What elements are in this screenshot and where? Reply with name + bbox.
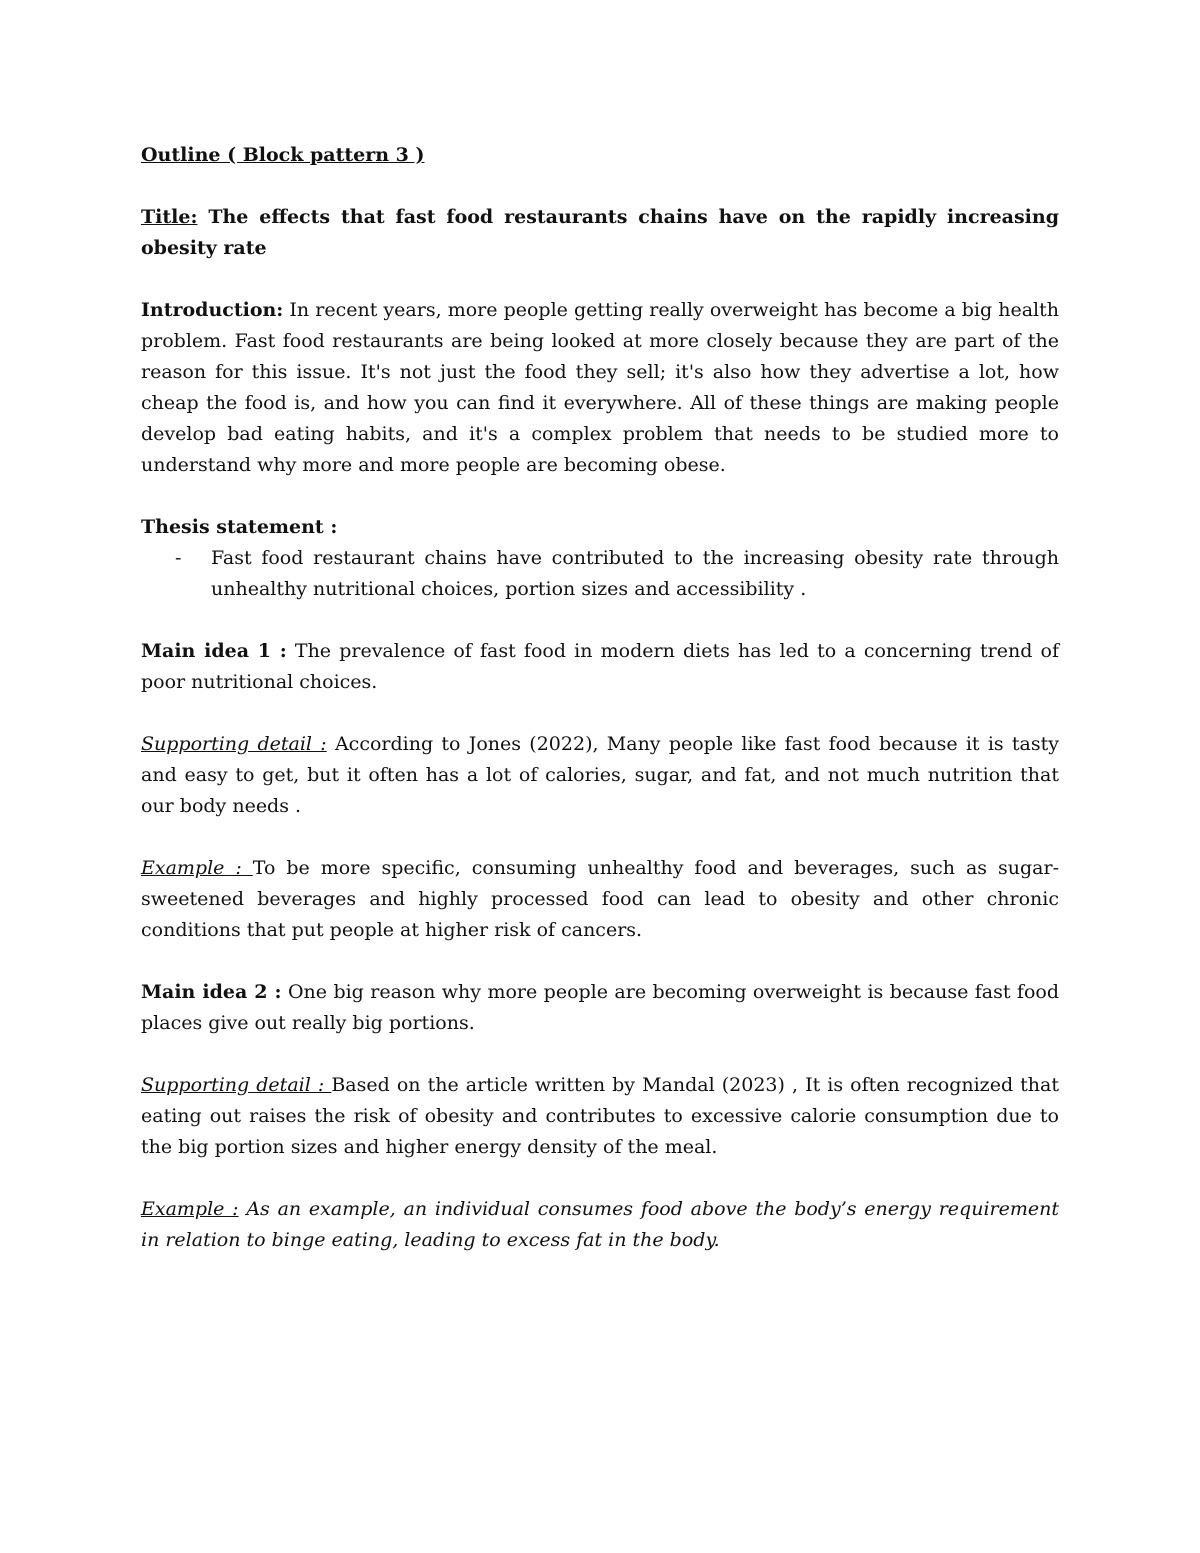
main-idea-1-example-text: To be more specific, consuming unhealthy food and beverages, such as sugar-sweetened beverages and highly processed food can lead to obesity and other chronic conditions that put people at higher risk of cancers. — [141, 857, 1059, 941]
main-idea-1-example-label: Example : — [141, 857, 253, 879]
main-idea-1-supporting-text: According to Jones (2022), Many people like fast food because it is tasty and easy to get, but it often has a lot of calories, sugar, and fat, and not much nutrition that our body needs . — [141, 733, 1060, 817]
main-idea-2-example-label: Example : — [141, 1198, 239, 1220]
main-idea-1-supporting-paragraph — [141, 729, 1059, 822]
title-paragraph — [141, 202, 1059, 264]
main-idea-2-label: Main idea 2 : — [141, 981, 282, 1003]
main-idea-2-paragraph — [141, 977, 1059, 1039]
main-idea-1-text: The prevalence of fast food in modern diets has led to a concerning trend of poor nutritional choices. — [141, 640, 1059, 693]
thesis-bullet-item — [141, 543, 1059, 605]
main-idea-2-text: One big reason why more people are becoming overweight is because fast food places give out really big portions. — [141, 981, 1060, 1034]
main-idea-2-example-paragraph — [141, 1194, 1059, 1256]
main-idea-1-supporting-label: Supporting detail : — [141, 733, 327, 755]
main-idea-2-supporting-paragraph — [141, 1070, 1059, 1163]
outline-heading: Outline ( Block pattern 3 ) — [141, 144, 425, 166]
thesis-bullet-marker: - — [175, 547, 182, 569]
main-idea-1-label: Main idea 1 : — [141, 640, 287, 662]
document-page — [141, 140, 1059, 1256]
main-idea-1-example-paragraph — [141, 853, 1059, 946]
main-idea-2-example-text: As an example, an individual consumes food above the body’s energy requirement in relation to binge eating, leading to excess fat in the body. — [141, 1198, 1059, 1251]
introduction-label: Introduction: — [141, 299, 284, 321]
title-text: The effects that fast food restaurants chains have on the rapidly increasing obesity rate — [141, 206, 1059, 259]
introduction-text: In recent years, more people getting really overweight has become a big health problem. Fast food restaurants are being looked at more closely because they are part of the reason for this issue. It's not just the food they sell; it's also how they advertise a lot, how cheap the food is, and how you can find it everywhere. All of these things are making people develop bad eating habits, and it's a complex problem that needs to be studied more to understand why more and more people are becoming obese. — [141, 299, 1059, 476]
thesis-text: Fast food restaurant chains have contributed to the increasing obesity rate through unhealthy nutritional choices, portion sizes and accessibility . — [211, 547, 1059, 600]
thesis-label: Thesis statement : — [141, 516, 338, 538]
introduction-paragraph — [141, 295, 1059, 481]
main-idea-2-supporting-text: Based on the article written by Mandal (2023) , It is often recognized that eating out raises the risk of obesity and contributes to excessive calorie consumption due to the big portion sizes and higher energy density of the meal. — [141, 1074, 1059, 1158]
main-idea-1-paragraph — [141, 636, 1059, 698]
title-label: Title: — [141, 206, 198, 228]
main-idea-2-supporting-label: Supporting detail : — [141, 1074, 332, 1096]
